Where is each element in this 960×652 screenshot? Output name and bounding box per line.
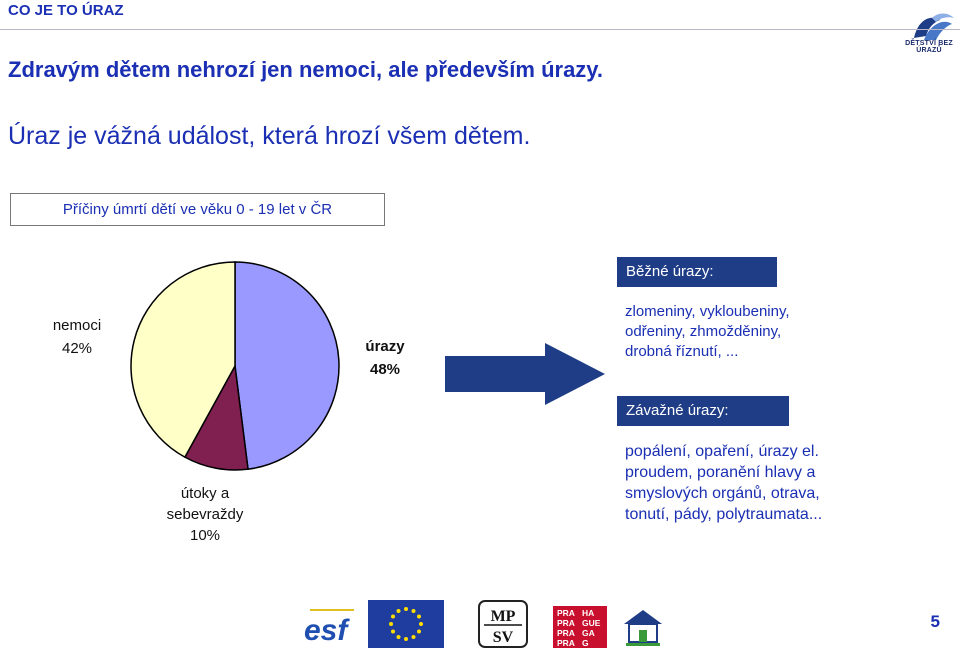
detstvi-bez-urazu-logo [900,10,958,54]
common-injuries-list [625,302,790,362]
common-injuries-line: zlomeniny, vykloubeniny, [625,303,790,320]
eu-star-icon [412,635,416,639]
serious-injuries-list [625,441,822,525]
praha-text: G [582,638,589,648]
pie-label-urazy-pct: 48% [369,361,401,378]
svg-text:esf: esf [304,614,348,647]
headline-primary: Zdravým dětem nehrozí jen nemoci, ale především úrazy. [8,57,604,82]
common-injuries-line: drobná říznutí, ... [625,343,739,360]
pie-label-urazy-name: úrazy [365,338,405,355]
common-injuries-heading: Běžné úrazy: [617,257,777,287]
pie-label-nemoci [42,317,112,357]
logo-text: DĚTSTVÍ BEZ ÚRAZŮ [905,40,953,54]
esf-logo [300,600,364,648]
pie-chart [110,250,360,490]
praha-logo [553,603,607,651]
praha-text: PRA [557,618,575,628]
pie-label-utoky-line2: sebevraždy [166,506,244,523]
serious-injuries-line: proudem, poranění hlavy a [625,464,816,481]
eu-star-icon [397,635,401,639]
common-injuries-line: odřeniny, zhmožděniny, [625,323,782,340]
pie-label-utoky-line1: útoky a [180,485,230,502]
mpsv-text-bottom: SV [492,629,514,646]
chart-title: Příčiny úmrtí dětí ve věku 0 - 19 let v ČR [10,193,385,226]
hands-icon [900,10,958,44]
pie-slice-1 [235,262,339,469]
serious-injuries-line: smyslových orgánů, otrava, [625,485,820,502]
eu-star-icon [412,609,416,613]
section-title: CO JE TO ÚRAZ [8,2,124,19]
eu-star-icon [389,622,393,626]
serious-injuries-line: tonutí, pády, polytraumata... [625,506,823,523]
eu-star-icon [404,607,408,611]
pie-label-nemoci-name: nemoci [52,317,102,334]
praha-text: GUE [582,618,601,628]
pie-label-utoky [150,483,260,546]
headline-secondary: Úraz je vážná událost, která hrozí všem dětem. [8,122,531,150]
pie-label-urazy [350,338,420,378]
pie-label-utoky-pct: 10% [189,527,221,544]
eu-star-icon [397,609,401,613]
serious-injuries-heading: Závažné úrazy: [617,396,789,426]
mpsv-logo [478,600,528,648]
eu-star-icon [391,630,395,634]
eu-star-icon [391,615,395,619]
praha-text: PRA [557,638,575,648]
header-divider [0,29,960,30]
eu-star-icon [417,630,421,634]
eu-star-icon [419,622,423,626]
eu-star-icon [417,615,421,619]
eu-flag-logo [368,600,444,648]
eu-star-icon [404,637,408,641]
page-number: 5 [930,612,940,631]
mpsv-text-top: MP [490,608,516,625]
praha-text: PRA [557,608,575,618]
arrow-right-icon [445,343,605,405]
house-logo [622,604,664,652]
serious-injuries-line: popálení, opaření, úrazy el. [625,443,819,460]
pie-label-nemoci-pct: 42% [61,340,93,357]
praha-text: HA [582,608,595,618]
praha-text: GA [582,628,595,638]
praha-text: PRA [557,628,575,638]
